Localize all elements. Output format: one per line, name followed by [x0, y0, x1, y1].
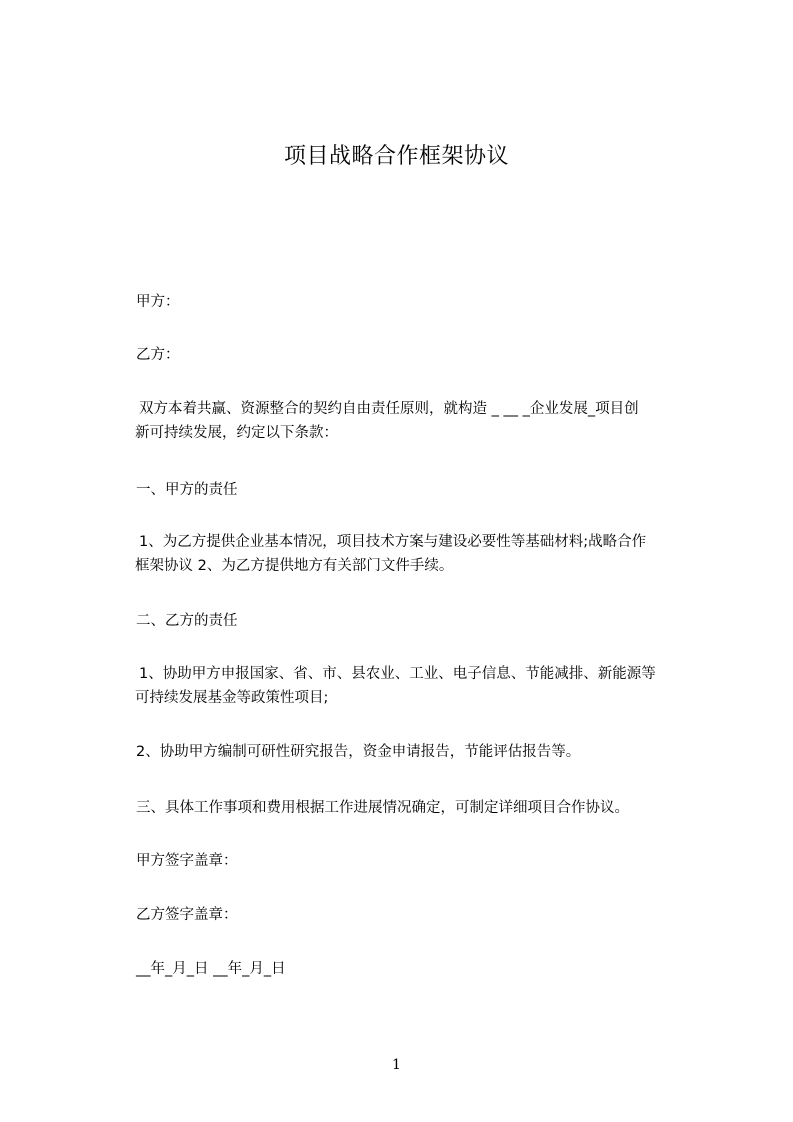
party-b-signature: 乙方签字盖章：: [136, 907, 238, 923]
party-a-signature: 甲方签字盖章：: [136, 853, 238, 869]
intro-line-1: 双方本着共赢、资源整合的契约自由责任原则，就构造 _ __ _企业发展_项目创: [139, 401, 639, 417]
party-a-label: 甲方：: [136, 294, 180, 310]
page-number: 1: [392, 1057, 401, 1073]
section-1-heading: 一、甲方的责任: [136, 482, 238, 498]
section-1-item-line-1: 1、为乙方提供企业基本情况，项目技术方案与建设必要性等基础材料;战略合作: [139, 534, 647, 550]
intro-paragraph: [135, 397, 710, 445]
section-3: 三、具体工作事项和费用根据工作进展情况确定，可制定详细项目合作协议。: [136, 800, 629, 816]
intro-line-2: 新可持续发展，约定以下条款：: [135, 425, 338, 441]
section-1-item: [135, 530, 710, 578]
party-b-label: 乙方：: [136, 347, 180, 363]
section-2-item-1: [135, 662, 710, 710]
section-1-item-line-2: 框架协议 2、为乙方提供地方有关部门文件手续。: [135, 558, 454, 574]
document-title: 项目战略合作框架协议: [283, 144, 509, 169]
date-line: __年_月_日 __年_月_日: [136, 961, 286, 977]
section-2-heading: 二、乙方的责任: [136, 613, 238, 629]
section-2-item-1-line-2: 可持续发展基金等政策性项目;: [135, 690, 329, 706]
section-2-item-2: 2、协助甲方编制可研性研究报告，资金申请报告，节能评估报告等。: [136, 744, 581, 760]
section-2-item-1-line-1: 1、协助甲方申报国家、省、市、县农业、工业、电子信息、节能减排、新能源等: [139, 666, 656, 682]
